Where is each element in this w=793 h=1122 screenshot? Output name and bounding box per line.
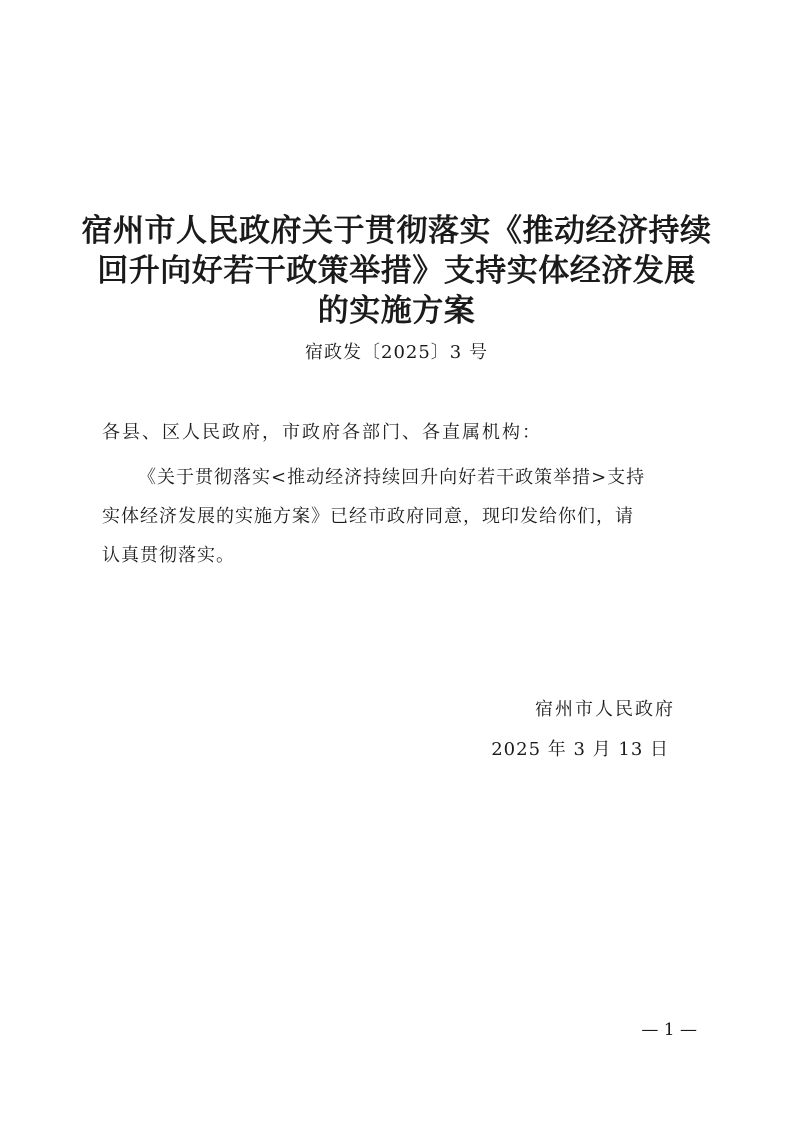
body-paragraph xyxy=(102,458,702,575)
document-number: 宿政发〔2025〕3 号 xyxy=(305,342,488,363)
title-line: 宿州市人民政府关于贯彻落实《推动经济持续 xyxy=(81,213,712,249)
page-number: — 1 — xyxy=(641,1020,697,1040)
signature-date: 2025 年 3 月 13 日 xyxy=(491,739,669,760)
body-line: 实体经济发展的实施方案》已经市政府同意，现印发给你们，请 xyxy=(102,506,634,527)
title-line: 的实施方案 xyxy=(317,293,476,329)
salutation: 各县、区人民政府，市政府各部门、各直属机构： xyxy=(102,422,542,443)
body-line: 认真贯彻落实。 xyxy=(102,545,235,566)
title-line: 回升向好若干政策举措》支持实体经济发展 xyxy=(97,253,696,289)
document-title xyxy=(60,211,733,331)
body-line: 《关于贯彻落实<推动经济持续回升向好若干政策举措>支持 xyxy=(138,467,646,488)
signature-organization: 宿州市人民政府 xyxy=(535,699,675,720)
